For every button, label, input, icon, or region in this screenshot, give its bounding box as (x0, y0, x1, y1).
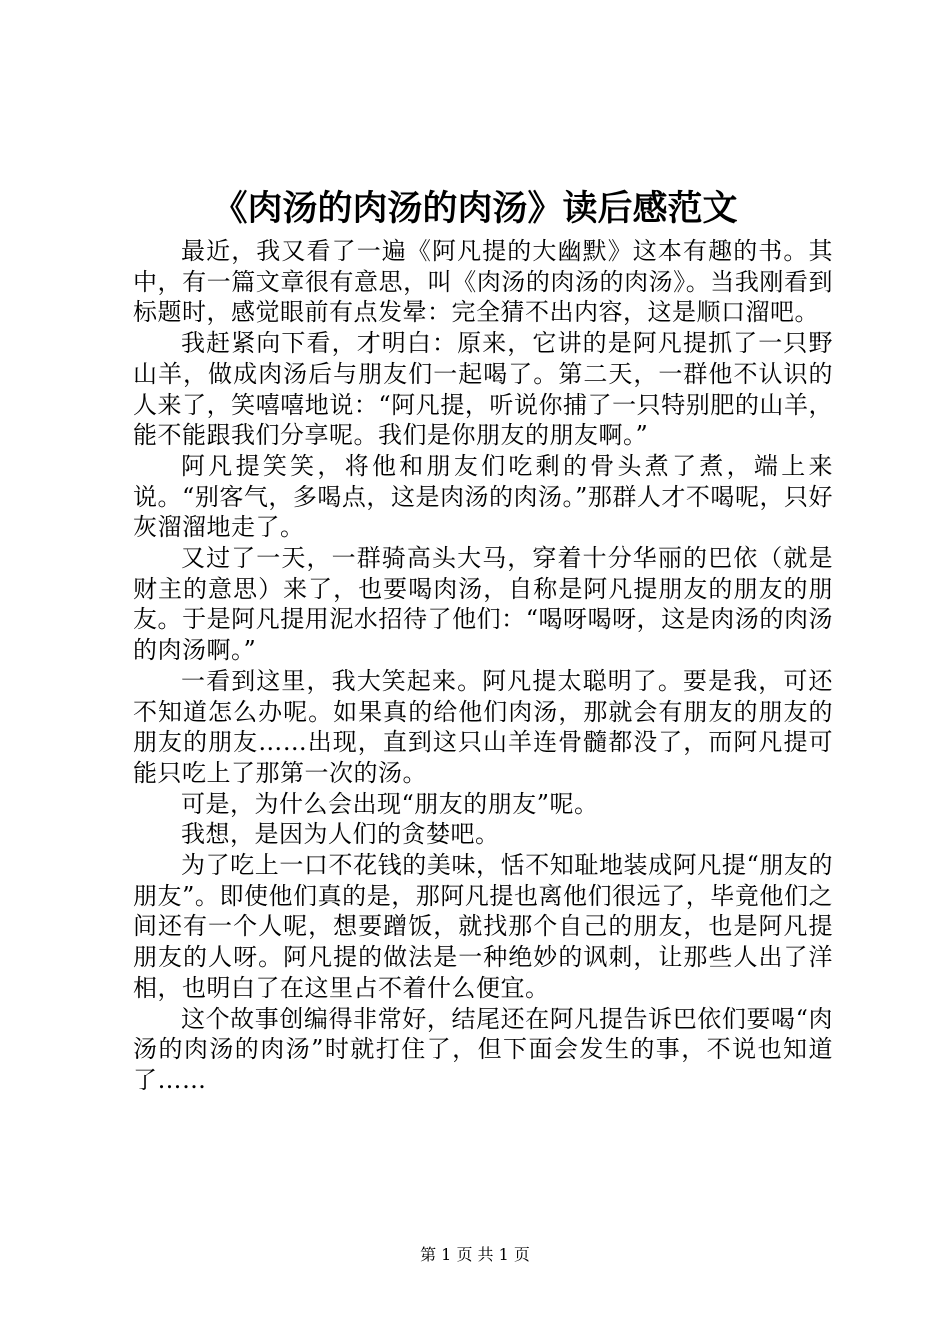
paragraph-3: 阿凡提笑笑，将他和朋友们吃剩的骨头煮了煮，端上来说。“别客气，多喝点，这是肉汤的肉汤。”那群人才不喝呢，只好灰溜溜地走了。 (133, 451, 833, 542)
paragraph-1: 最近，我又看了一遍《阿凡提的大幽默》这本有趣的书。其中，有一篇文章很有意思，叫《肉汤的肉汤的肉汤》。当我刚看到标题时，感觉眼前有点发晕：完全猜不出内容，这是顺口溜吧。 (133, 237, 833, 327)
paragraph-8: 为了吃上一口不花钱的美味，恬不知耻地装成阿凡提“朋友的朋友”。即使他们真的是，那阿凡提也离他们很远了，毕竟他们之间还有一个人呢，想要蹭饭，就找那个自己的朋友，也是阿凡提朋友的人呀。阿凡提的做法是一种绝妙的讽刺，让那些人出了洋相，也明白了在这里占不着什么便宜。 (133, 851, 833, 1002)
paragraph-6: 可是，为什么会出现“朋友的朋友”呢。 (181, 789, 599, 818)
document-body (133, 236, 833, 1096)
paragraph-7: 我想，是因为人们的贪婪吧。 (181, 820, 500, 849)
paragraph-2: 我赶紧向下看，才明白：原来，它讲的是阿凡提抓了一只野山羊，做成肉汤后与朋友们一起喝了。第二天，一群他不认识的人来了，笑嘻嘻地说：“阿凡提，听说你捕了一只特别肥的山羊，能不能跟我们分享呢。我们是你朋友的朋友啊。” (133, 329, 833, 450)
document-title: 《肉汤的肉汤的肉汤》读后感范文 (212, 188, 738, 229)
paragraph-9: 这个故事创编得非常好，结尾还在阿凡提告诉巴依们要喝“肉汤的肉汤的肉汤”时就打住了，但下面会发生的事，不说也知道了…… (133, 1004, 833, 1094)
paragraph-4: 又过了一天，一群骑高头大马，穿着十分华丽的巴依（就是财主的意思）来了，也要喝肉汤，自称是阿凡提朋友的朋友的朋友。于是阿凡提用泥水招待了他们：“喝呀喝呀，这是肉汤的肉汤的肉汤啊。” (133, 544, 833, 665)
paragraph-5: 一看到这里，我大笑起来。阿凡提太聪明了。要是我，可还不知道怎么办呢。如果真的给他们肉汤，那就会有朋友的朋友的朋友的朋友……出现，直到这只山羊连骨髓都没了，而阿凡提可能只吃上了那第一次的汤。 (133, 666, 833, 787)
page-footer: 第 1 页 共 1 页 (420, 1245, 530, 1264)
